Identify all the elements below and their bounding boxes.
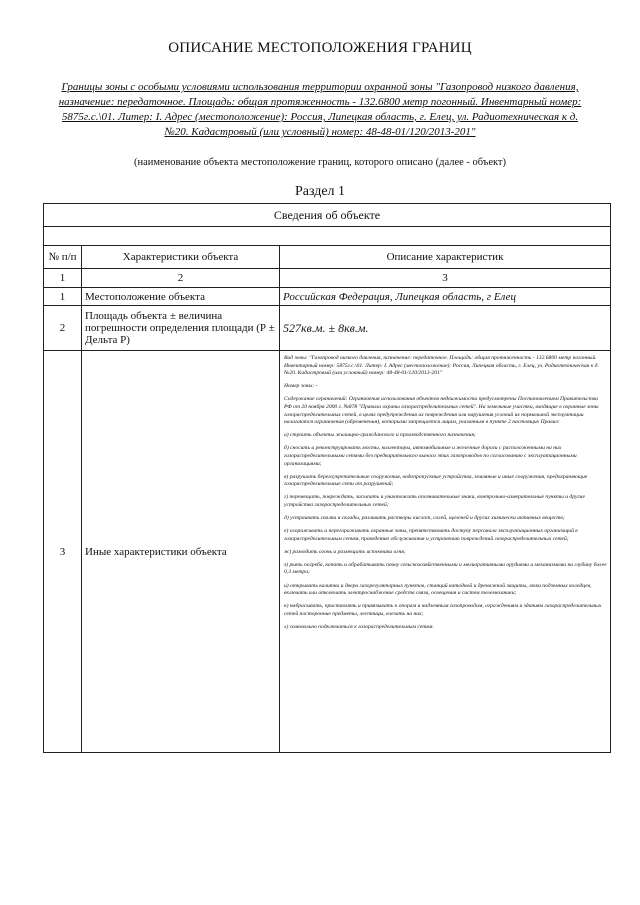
other-characteristics-cell bbox=[280, 351, 611, 753]
table-header: Сведения об объекте bbox=[44, 204, 611, 227]
table-row bbox=[44, 288, 611, 306]
table-row bbox=[44, 306, 611, 351]
column-number-3: 3 bbox=[280, 269, 611, 288]
characteristic-paragraph: Содержание ограничений: Ограничения использования объектов недвижимости предусмотрены Постановлением Правительства РФ от 20 ноября 2000 г. №878 "Правила охраны газораспределительных сетей". На земельные участки, входящие в охранные зоны газораспределительных сетей, в целях предупреждения их повреждения или нарушения условий их нормальной эксплуатации налагаются ограничения (обременения), которыми запрещается лицам, указанным в пункте 2 настоящих Правил: bbox=[284, 396, 599, 426]
object-description-text: Границы зоны с особыми условиями использования территории охранной зоны "Газопровод низкого давления, назначение: передаточное. Площадь: общая протяженность - 132.6800 метр погонный. Инвентарный номер: 5875г.с.\01. Литер: I. Адрес (местоположение): Россия, Липецкая область, г. Елец, ул. Радиотехническая к д. №20. Кадастровый (или условный) номер: 48-48-01/120/2013-201" bbox=[58, 81, 582, 138]
column-header-characteristic: Характеристики объекта bbox=[82, 246, 280, 269]
characteristic-paragraph: б) сносить и реконструировать мосты, коллекторы, автомобильные и железные дороги с расположенными на них газораспределительными сетями без предварительного выноса этих газопроводов по согласованию с эксплуатационными организациями; bbox=[284, 445, 577, 467]
section-title: Раздел 1 bbox=[294, 184, 346, 199]
characteristic-paragraph: г) перемещать, повреждать, засыпать и уничтожать опознавательные знаки, контрольно-измерительные пункты и другие устройства газораспределительных сетей; bbox=[284, 494, 585, 508]
table-header-row bbox=[44, 204, 611, 227]
empty-cell bbox=[44, 227, 611, 246]
column-header-num: № п/п bbox=[44, 246, 82, 269]
object-description bbox=[58, 80, 582, 140]
characteristic-paragraph: з) рыть погреба, копать и обрабатывать почву сельскохозяйственными и мелиоративными орудиями и механизмами на глубину более 0,3 метра; bbox=[284, 561, 607, 576]
characteristic-paragraph: Вид зоны: "Газопровод низкого давления, назначение: передаточное. Площадь: общая протяженность - 132.6800 метр погонный. Инвентарный номер: 5875г.с.\01. Литер: I. Адрес (местоположение): Россия, Липецкая область, г. Елец, ул. Радиотехническая к д. №20. Кадастровый (или условный) номер: 48-48-01/120/2013-201" bbox=[284, 355, 599, 377]
row-value: 527кв.м. ± 8кв.м. bbox=[280, 306, 611, 351]
row-num: 1 bbox=[44, 288, 82, 306]
row-num: 2 bbox=[44, 306, 82, 351]
row-num: 3 bbox=[44, 351, 82, 753]
characteristic-paragraph: а) строить объекты жилищно-гражданского и производственного назначения; bbox=[284, 432, 476, 439]
object-info-table bbox=[43, 203, 611, 753]
column-header-description: Описание характеристик bbox=[280, 246, 611, 269]
row-value: Российская Федерация, Липецкая область, г Елец bbox=[280, 288, 611, 306]
characteristic-paragraph: л) самовольно подключаться к газораспределительным сетям. bbox=[284, 623, 434, 630]
table-row bbox=[44, 351, 611, 753]
characteristic-paragraph: к) набрасывать, приставлять и привязывать к опорам и надземным газопроводам, ограждениям и зданиям газораспределительных сетей посторонние предметы, лестницы, влезать на них; bbox=[284, 603, 602, 617]
document-title: ОПИСАНИЕ МЕСТОПОЛОЖЕНИЯ ГРАНИЦ bbox=[168, 40, 472, 56]
column-number-2: 2 bbox=[82, 269, 280, 288]
object-note: (наименование объекта местоположение границ, которого описано (далее - объект) bbox=[133, 157, 507, 168]
characteristic-paragraph: Номер зоны: - bbox=[284, 383, 318, 390]
row-name: Иные характеристики объекта bbox=[82, 351, 280, 753]
row-name: Местоположение объекта bbox=[82, 288, 280, 306]
characteristic-paragraph: д) устраивать свалки и склады, разливать растворы кислот, солей, щелочей и других химически активных веществ; bbox=[284, 515, 565, 521]
column-numbers-row bbox=[44, 269, 611, 288]
column-headers-row bbox=[44, 246, 611, 269]
characteristic-paragraph: в) разрушать берегоукрепительные сооружения, водопропускные устройства, земляные и иные сооружения, предохраняющие газораспределительные сети от разрушений; bbox=[284, 473, 588, 488]
characteristic-paragraph: ж) разводить огонь и размещать источники огня; bbox=[284, 548, 406, 555]
column-number-1: 1 bbox=[44, 269, 82, 288]
row-name: Площадь объекта ± величина погрешности определения площади (Р ± Дельта Р) bbox=[82, 306, 280, 351]
table-empty-row bbox=[44, 227, 611, 246]
characteristic-paragraph: е) огораживать и перегораживать охранные зоны, препятствовать доступу персонала эксплуатационных организаций к газораспределительным сетям, проведению обслуживания и устранению повреждений газораспределительных сетей; bbox=[284, 528, 578, 542]
characteristic-paragraph: и) открывать калитки и двери газорегуляторных пунктов, станций катодной и дренажной защиты, люки подземных колодцев, включать или отключать электроснабжение средств связи, освещения и систем телемеханики; bbox=[284, 582, 592, 597]
